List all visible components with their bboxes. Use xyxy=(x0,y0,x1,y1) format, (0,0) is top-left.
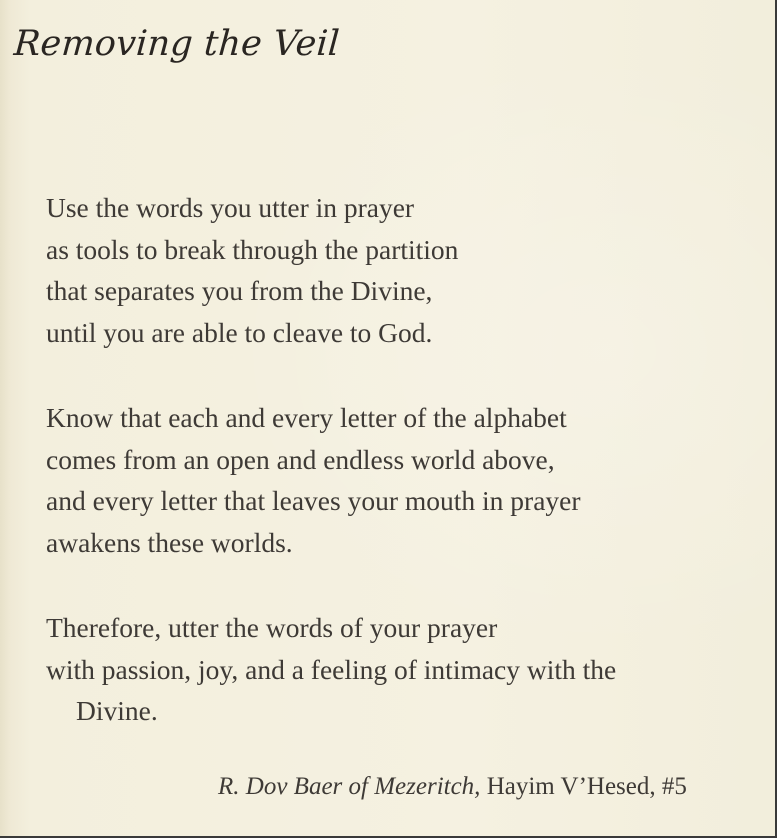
page-title: Removing the Veil xyxy=(12,24,341,64)
stanza-line: that separates you from the Divine, xyxy=(46,275,433,306)
attribution xyxy=(218,773,687,801)
attribution-source: Hayim V’Hesed, #5 xyxy=(486,773,687,800)
attribution-author: R. Dov Baer of Mezeritch, xyxy=(218,773,481,800)
stanza-line: Use the words you utter in prayer xyxy=(46,192,415,223)
stanza-3 xyxy=(46,607,616,732)
stanza-line: Divine. xyxy=(76,695,158,726)
stanza-1 xyxy=(46,187,458,353)
stanza-line: Know that each and every letter of the alphabet xyxy=(46,402,567,433)
stanza-line: as tools to break through the partition xyxy=(46,233,459,265)
stanza-line: Therefore, utter the words of your prayer xyxy=(46,612,498,643)
stanza-line: with passion, joy, and a feeling of intimacy with the xyxy=(46,653,617,685)
stanza-line: until you are able to cleave to God. xyxy=(46,316,433,348)
stanza-line: and every letter that leaves your mouth in prayer xyxy=(46,485,581,516)
stanza-line: awakens these worlds. xyxy=(46,526,293,558)
stanza-2 xyxy=(46,397,581,563)
stanza-line: comes from an open and endless world above, xyxy=(46,443,555,475)
